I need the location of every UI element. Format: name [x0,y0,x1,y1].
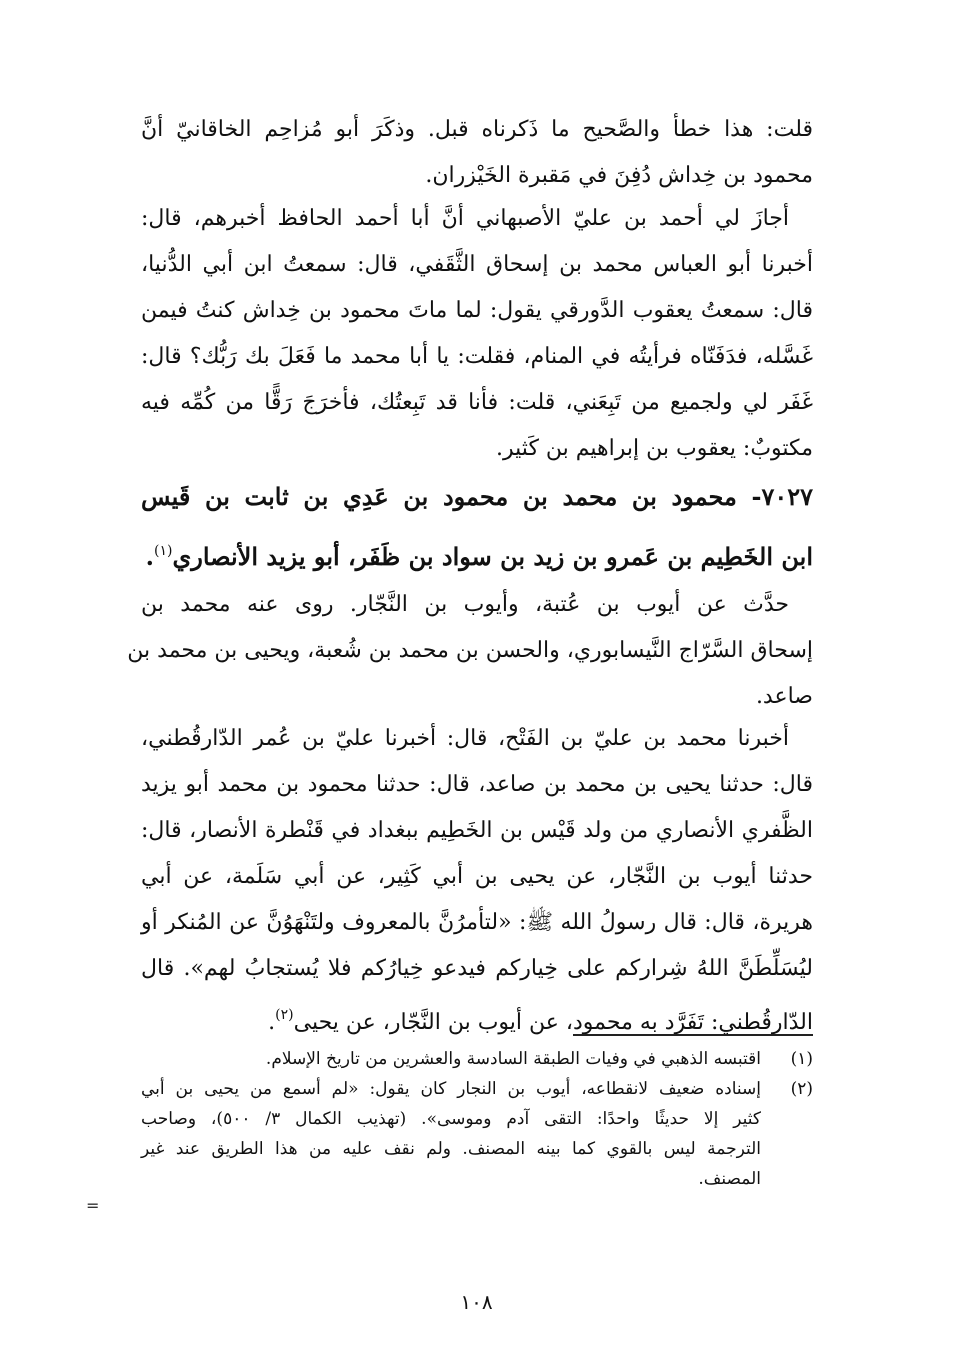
footnote-line: إسناده ضعيف لانقطاعه، أيوب بن النجار كان يقول: «لم أسمع من يحيى بن أبي [141,1079,761,1099]
footnote-1 [141,1044,813,1074]
text-line: محمود بن خِداش دُفِنَ في مَقبرة الخَيْزران. [425,163,813,188]
footnote-line: المصنف. [698,1169,761,1189]
footnotes [141,1044,813,1194]
footnote-body [141,1074,761,1194]
footnote-ref: (١) [154,543,173,559]
footnote-body [141,1044,761,1074]
entry-heading-line [141,524,813,578]
text-line: قال: سمعتُ يعقوب الدَّورقي يقول: لما ماتَ محمود بن خِداش كنتُ فيمن [141,298,813,323]
text-line: أجازَ لي أحمد بن عليّ الأصبهاني أنَّ أبا أحمد الحافظ أخبرهم، قال: [141,206,789,231]
text-line: ليُسَلِّطَنَّ اللهُ شِراركم على خِياركم فيدعو خِيارُكم فلا يُستجابُ لهم». قال [141,956,813,981]
continuation-mark: = [86,1196,100,1215]
text-line: أخبرنا أبو العباس محمد بن إسحاق الثَّقَفي، قال: سمعتُ ابن أبي الدُّنيا، [141,252,813,277]
text-line-content: الدّارقُطني: تَفَرَّد به محمود، عن أيوب بن النَّجّار، عن يحيى [293,1010,813,1035]
text-line: هريرة، قال: قال رسولُ الله ﷺ: «لتأمرُنَّ بالمعروف ولتَنْهَوُنَّ عن المُنكر أو [141,910,813,935]
text-line [141,992,813,1038]
footnote-number: (١) [790,1049,813,1069]
entry-heading-line: ٧٠٢٧- محمود بن محمد بن محمود بن عَدِي بن ثابت بن قَيس [141,482,813,511]
paragraph-dream-narration [141,196,813,472]
text-line: إسحاق السَّرّاج النَّيسابوري، والحسن بن محمد بن شُعبة، ويحيى بن محمد بن [127,638,813,663]
footnote-2 [141,1074,813,1194]
text-line: حدَّث عن أيوب بن عُتبة، وأيوب بن النَّجّار. روى عنه محمد بن [141,592,789,617]
text-line: أخبرنا محمد بن عليّ بن الفَتْح، قال: أخبرنا عليّ بن عُمر الدّارقُطني، [141,726,789,751]
end-mark: . [145,542,154,571]
text-line: غَسَّله، فدَفَنّاه فرأيتُه في المنام، فقلت: يا أبا محمد ما فَعَلَ بك رَبُّك؟ قال: [141,344,813,369]
footnote-line: الترجمة ليس بالقوي كما بينه المصنف. ولم نقف عليه من هذا الطريق عند غير [141,1139,761,1159]
paragraph-correction [141,107,813,199]
text-line: صاعد. [755,684,813,709]
text-line: قال: حدثنا يحيى بن محمد بن صاعد، قال: حدثنا محمود بن محمد أبو يزيد [141,772,813,797]
footnote-number: (٢) [790,1079,813,1099]
text-line: مكتوبٌ: يعقوب بن إبراهيم بن كَثير. [496,436,813,461]
entry-heading-text: ابن الخَطِيم بن عَمرو بن زيد بن سواد بن ظَفَر، أبو يزيد الأنصاري [172,542,813,571]
page-number: ١٠٨ [460,1290,493,1314]
footnote-line: كثير إلا حديثًا واحدًا: التقى آدم وموسى». (تهذيب الكمال ٣/ ٥٠٠)، وصاحب [141,1109,761,1129]
footnote-ref: (٢) [275,1007,294,1023]
text-line: الظَّفري الأنصاري من ولد قَيْس بن الخَطِيم ببغداد في قَنْطرة الأنصار، قال: [141,818,813,843]
end-mark: . [268,1010,276,1035]
paragraph-hadith [141,716,813,1038]
text-line: قلت: هذا خطأ والصَّحيح ما ذَكرناه قبل. وذكَرَ أبو مُزاحِم الخاقانيّ أنَّ [141,117,813,142]
text-line: حدثنا أيوب بن النَّجّار، عن يحيى بن أبي كَثِير، عن أبي سَلَمة، عن أبي [141,864,813,889]
text-line: غَفَر لي ولجميع من تَبِعَني، قلت: فأنا قد تَبِعتُك، فأخرَجَ رَقًّا من كُمِّه فيه [141,390,813,415]
entry-heading [141,470,813,578]
footnote-separator [573,1034,813,1036]
paragraph-narrators [127,582,813,720]
footnote-line: اقتبسه الذهبي في وفيات الطبقة السادسة والعشرين من تاريخ الإسلام. [265,1049,761,1069]
